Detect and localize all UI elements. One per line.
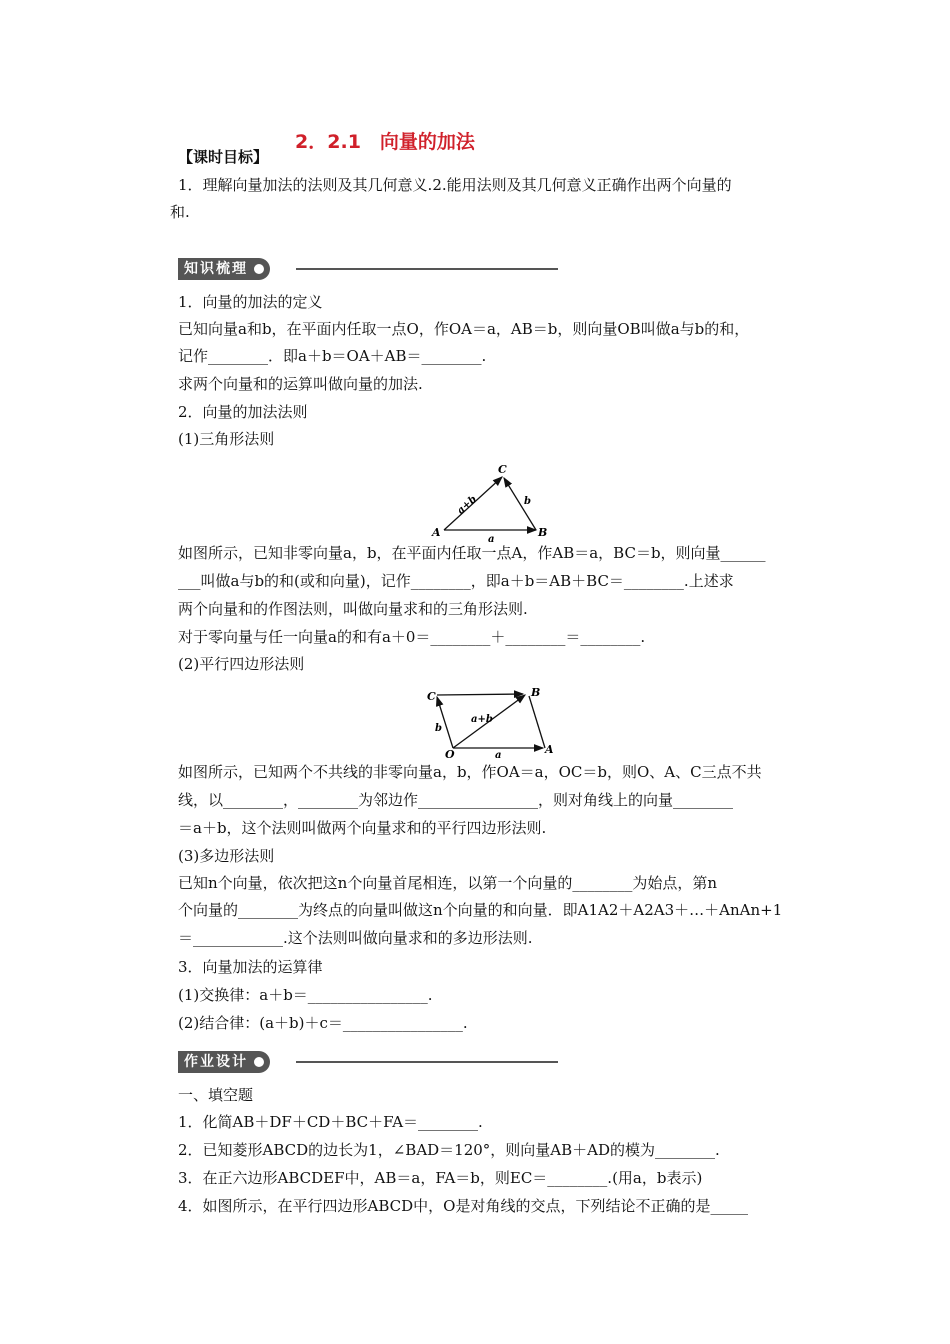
parallelogram-rule-heading: (2)平行四边形法则 xyxy=(178,655,305,673)
def-line-1: 已知向量a和b，在平面内任取一点O，作OA＝a，AB＝b，则向量OB叫做a与b的和， xyxy=(178,320,750,338)
poly-para-line-1: 已知n个向量，依次把这n个向量首尾相连，以第一个向量的________为始点，第n xyxy=(178,874,717,892)
label-a: a xyxy=(495,750,502,761)
side-ab xyxy=(529,696,545,748)
section-header-knowledge xyxy=(178,258,558,280)
label-B: B xyxy=(531,686,541,699)
triangle-rule-heading: (1)三角形法则 xyxy=(178,430,275,448)
label-O: O xyxy=(445,748,455,761)
bullet-icon xyxy=(254,264,264,274)
objectives-line-1: 1．理解向量加法的法则及其几何意义.2.能用法则及其几何意义正确作出两个向量的 xyxy=(178,176,732,194)
par-para-line-1: 如图所示，已知两个不共线的非零向量a，b，作OA＝a，OC＝b，则O、A、C三点不共 xyxy=(178,763,762,781)
label-a-plus-b: a+b xyxy=(471,714,493,725)
label-b: b xyxy=(435,723,442,734)
commutative-law: (1)交换律：a＋b＝________________. xyxy=(178,986,433,1004)
bullet-icon xyxy=(254,1057,264,1067)
tri-para-line-1: 如图所示，已知非零向量a，b，在平面内任取一点A，作AB＝a，BC＝b，则向量______ xyxy=(178,544,766,562)
page-title: 2．2.1 向量的加法 xyxy=(295,131,475,153)
def-line-2: 记作________．即a＋b＝OA＋AB＝________. xyxy=(178,347,487,365)
objectives-label: 【课时目标】 xyxy=(178,148,269,166)
objectives-line-2: 和. xyxy=(170,203,190,221)
laws-heading: 3．向量加法的运算律 xyxy=(178,958,323,976)
parallelogram-rule-figure xyxy=(423,682,563,762)
section-tag: 作业设计 xyxy=(178,1051,270,1073)
label-b: b xyxy=(524,496,531,507)
def-heading: 1．向量的加法的定义 xyxy=(178,293,323,311)
question-4: 4．如图所示，在平行四边形ABCD中，O是对角线的交点，下列结论不正确的是_____ xyxy=(178,1197,748,1215)
label-A: A xyxy=(432,526,441,539)
side-cb xyxy=(437,694,523,695)
poly-para-line-2: 个向量的________为终点的向量叫做这n个向量的和向量．即A1A2＋A2A3＋…＋AnAn+1 xyxy=(178,901,783,919)
label-a: a xyxy=(488,534,495,542)
def-line-3: 求两个向量和的运算叫做向量的加法. xyxy=(178,375,423,393)
rules-heading: 2．向量的加法法则 xyxy=(178,403,308,421)
label-C: C xyxy=(427,690,436,703)
label-C: C xyxy=(498,463,507,476)
tri-para-line-3: 两个向量和的作图法则，叫做向量求和的三角形法则. xyxy=(178,600,528,618)
fill-blank-heading: 一、填空题 xyxy=(178,1086,254,1104)
poly-para-line-3: ＝____________.这个法则叫做向量求和的多边形法则. xyxy=(178,929,533,947)
zero-vector-line: 对于零向量与任一向量a的和有a＋0＝________＋________＝________. xyxy=(178,628,646,646)
tri-para-line-2: ___叫做a与b的和(或和向量)，记作________，即a＋b＝AB＋BC＝________.上述求 xyxy=(178,572,734,590)
section-rule xyxy=(296,268,558,270)
par-para-line-2: 线，以________，________为邻边作________________，则对角线上的向量________ xyxy=(178,791,734,809)
par-para-line-3: ＝a＋b，这个法则叫做两个向量求和的平行四边形法则. xyxy=(178,819,547,837)
section-rule xyxy=(296,1061,558,1063)
section-tag: 知识梳理 xyxy=(178,258,270,280)
associative-law: (2)结合律：(a＋b)＋c＝________________. xyxy=(178,1014,468,1032)
vector-bc xyxy=(504,478,536,530)
question-2: 2．已知菱形ABCD的边长为1，∠BAD＝120°，则向量AB＋AD的模为________. xyxy=(178,1141,720,1159)
label-a-plus-b: a+b xyxy=(455,493,479,517)
label-B: B xyxy=(538,526,548,539)
polygon-rule-heading: (3)多边形法则 xyxy=(178,847,275,865)
question-3: 3．在正六边形ABCDEF中，AB＝a，FA＝b，则EC＝________.(用a，b表示) xyxy=(178,1169,703,1187)
section-header-homework xyxy=(178,1051,558,1073)
triangle-rule-figure xyxy=(428,460,558,542)
question-1: 1．化简AB＋DF＋CD＋BC＋FA＝________. xyxy=(178,1113,483,1131)
label-A: A xyxy=(545,743,554,756)
